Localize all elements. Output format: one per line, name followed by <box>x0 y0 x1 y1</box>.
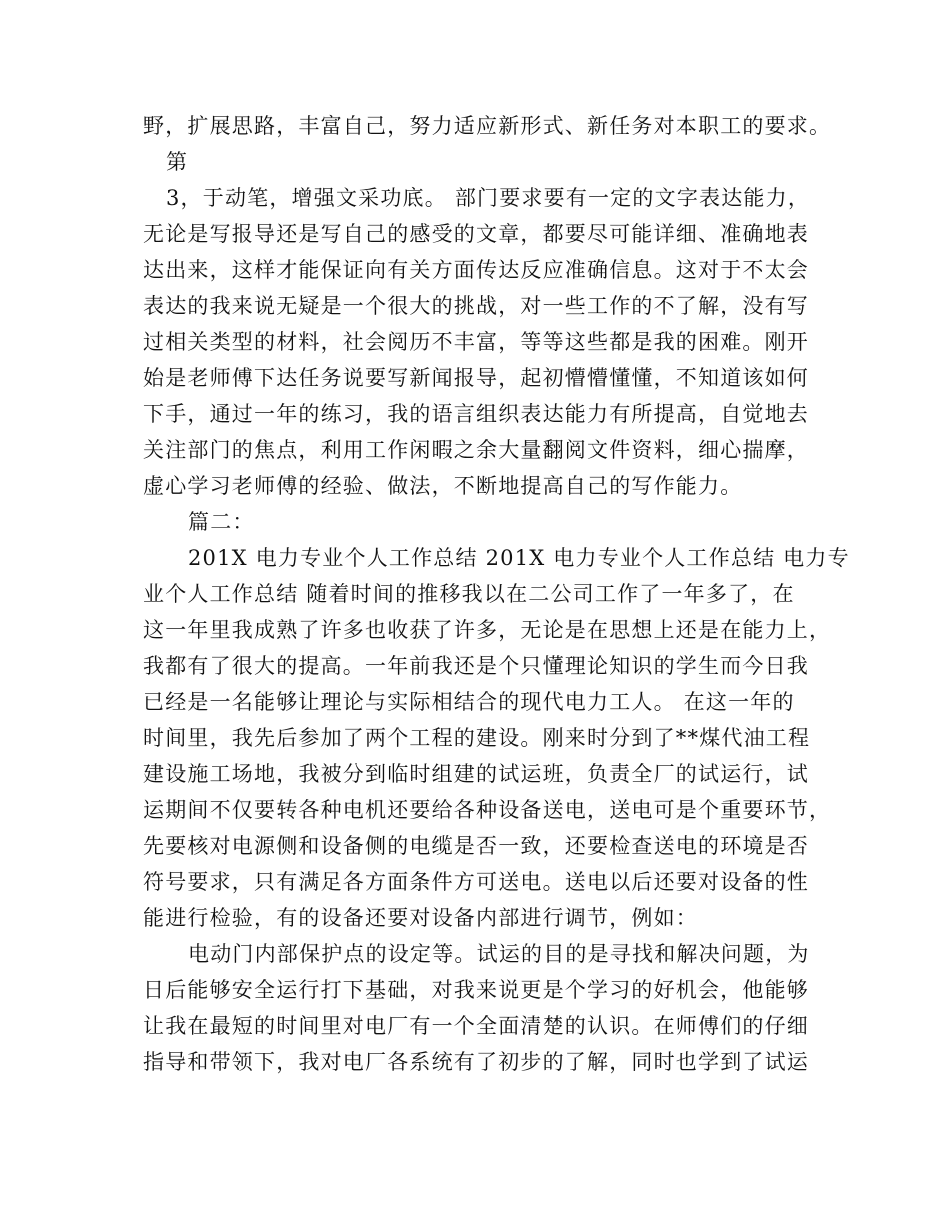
text-line: 下手，通过一年的练习，我的语言组织表达能力有所提高，自觉地去 <box>143 402 809 426</box>
text-line: 始是老师傅下达任务说要写新闻报导，起初懵懵懂懂，不知道该如何 <box>143 366 809 390</box>
text-line: 虚心学习老师傅的经验、做法，不断地提高自己的写作能力。 <box>143 474 743 498</box>
text-line: 能进行检验，有的设备还要对设备内部进行调节，例如： <box>143 906 698 930</box>
text-line: 这一年里我成熟了许多也收获了许多，无论是在思想上还是在能力上， <box>143 618 832 642</box>
text-line: 我都有了很大的提高。一年前我还是个只懂理论知识的学生而今日我 <box>143 654 809 678</box>
text-line: 已经是一名能够让理论与实际相结合的现代电力工人。 在这一年的 <box>143 690 795 714</box>
text-line: 3，于动笔，增强文采功底。 部门要求要有一定的文字表达能力， <box>166 186 811 210</box>
text-line: 指导和带领下，我对电厂各系统有了初步的了解，同时也学到了试运 <box>143 1050 809 1074</box>
text-line: 日后能够安全运行打下基础，对我来说更是个学习的好机会，他能够 <box>143 978 809 1002</box>
text-line: 运期间不仅要转各种电机还要给各种设备送电，送电可是个重要环节， <box>143 798 832 822</box>
text-line: 野，扩展思路，丰富自己，努力适应新形式、新任务对本职工的要求。 <box>143 114 832 138</box>
text-line: 表达的我来说无疑是一个很大的挑战，对一些工作的不了解，没有写 <box>143 294 809 318</box>
text-line: 让我在最短的时间里对电厂有一个全面清楚的认识。在师傅们的仔细 <box>143 1014 809 1038</box>
text-line: 时间里，我先后参加了两个工程的建设。刚来时分到了**煤代油工程 <box>143 726 811 750</box>
text-line: 无论是写报导还是写自己的感受的文章，都要尽可能详细、准确地表 <box>143 222 809 246</box>
text-line: 业个人工作总结 随着时间的推移我以在二公司工作了一年多了，在 <box>143 582 795 606</box>
text-line: 201X 电力专业个人工作总结 201X 电力专业个人工作总结 电力专 <box>188 546 850 570</box>
section-heading: 篇二： <box>188 510 255 534</box>
text-line: 第 <box>166 150 189 174</box>
text-line: 先要核对电源侧和设备侧的电缆是否一致，还要检查送电的环境是否 <box>143 834 809 858</box>
text-line: 过相关类型的材料，社会阅历不丰富，等等这些都是我的困难。刚开 <box>143 330 809 354</box>
text-line: 达出来，这样才能保证向有关方面传达反应准确信息。这对于不太会 <box>143 258 809 282</box>
text-line: 电动门内部保护点的设定等。试运的目的是寻找和解决问题，为 <box>188 942 810 966</box>
text-line: 关注部门的焦点，利用工作闲暇之余大量翻阅文件资料，细心揣摩， <box>143 438 809 462</box>
text-line: 建设施工场地，我被分到临时组建的试运班，负责全厂的试运行，试 <box>143 762 809 786</box>
text-line: 符号要求，只有满足各方面条件方可送电。送电以后还要对设备的性 <box>143 870 809 894</box>
